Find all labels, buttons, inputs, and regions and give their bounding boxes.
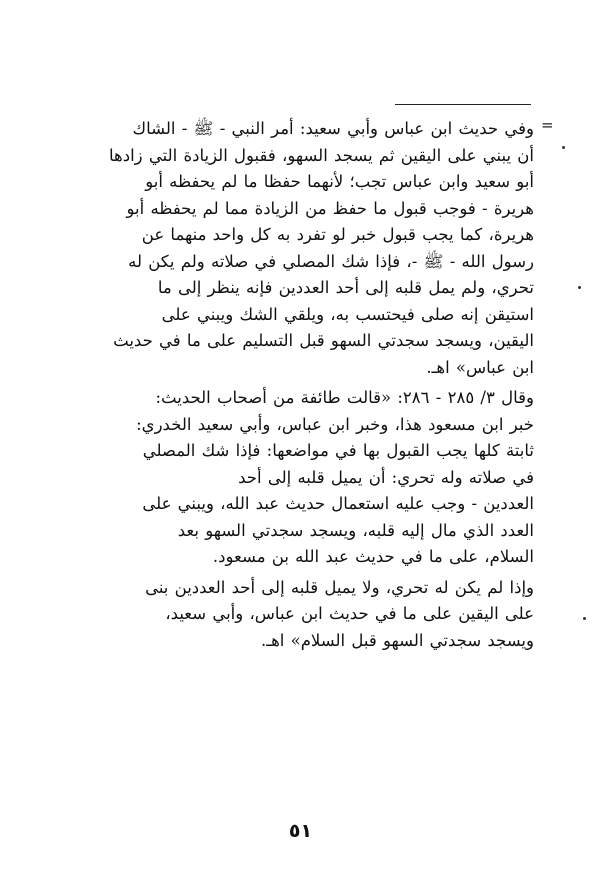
text-line: السلام، على ما في حديث عبد الله بن مسعود. — [212, 547, 534, 566]
text-line: في صلاته وله تحري: أن يميل قلبه إلى أحد — [238, 467, 534, 487]
text-line: رسول الله - ﷺ -، فإذا شك المصلي في صلاته ولم يكن له — [128, 251, 534, 271]
page-number: ٥١ — [288, 820, 313, 842]
text-line: على اليقين على ما في حديث ابن عباس، وأبي سعيد، — [165, 604, 534, 623]
footnote-text — [96, 116, 534, 654]
paragraph-3 — [96, 575, 534, 655]
text-line: العدد الذي مال إليه قلبه، ويسجد سجدتي السهو بعد — [177, 520, 534, 540]
text-line: استيقن إنه صلى فيحتسب به، ويلقي الشك ويبني على — [161, 304, 534, 324]
text-line: وقال ٣/ ٢٨٥ - ٢٨٦: «قالت طائفة من أصحاب الحديث: — [155, 388, 534, 407]
paragraph-1 — [96, 116, 534, 381]
scan-speck — [562, 146, 565, 149]
text-line: العددين - وجب عليه استعمال حديث عبد الله، ويبني على — [142, 494, 534, 513]
scan-speck — [578, 286, 581, 289]
text-line: ثابتة كلها يجب القبول بها في مواضعها: فإذا شك المصلي — [142, 441, 534, 460]
text-line: وإذا لم يكن له تحري، ولا يميل قلبه إلى أحد العددين بنى — [145, 577, 534, 597]
text-line: هريرة، كما يجب قبول خبر لو تفرد به كل واحد منهما عن — [141, 225, 534, 244]
text-line: أبو سعيد وابن عباس تجب؛ لأنهما حفظا ما لم يحفظه أبو — [145, 172, 534, 191]
text-line: ابن عباس» اهـ. — [426, 357, 534, 377]
text-line: وفي حديث ابن عباس وأبي سعيد: أمر النبي - ﷺ - الشاك — [132, 119, 534, 138]
footnote-separator-rule — [395, 104, 531, 105]
footnote-continuation-mark: = — [541, 116, 554, 134]
text-line: أن يبني على اليقين ثم يسجد السهو، فقبول الزيادة التي زادها — [109, 145, 534, 165]
text-line: اليقين، ويسجد سجدتي السهو قبل التسليم على ما في حديث — [113, 331, 534, 350]
text-line: هريرة - فوجب قبول ما حفظ من الزيادة مما لم يحفظه أبو — [126, 198, 534, 218]
text-line: ويسجد سجدتي السهو قبل السلام» اهـ. — [261, 630, 534, 650]
scan-speck — [583, 617, 586, 620]
text-line: خبر ابن مسعود هذا، وخبر ابن عباس، وأبي سعيد الخدري: — [136, 414, 534, 434]
paragraph-2 — [96, 385, 534, 571]
text-line: تحري، ولم يمل قلبه إلى أحد العددين فإنه ينظر إلى ما — [157, 278, 534, 297]
